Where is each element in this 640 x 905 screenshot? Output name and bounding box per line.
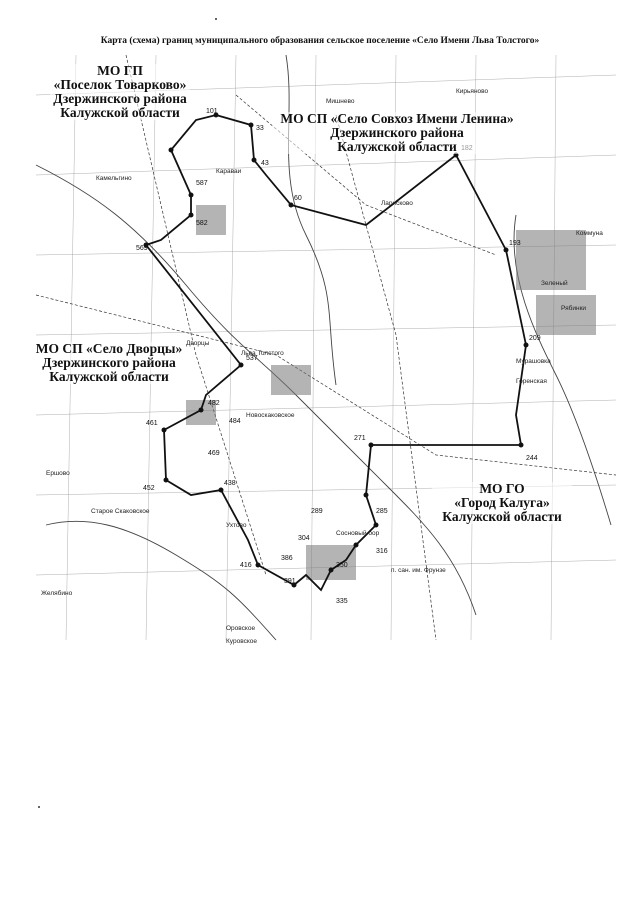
boundary-point [189,193,194,198]
place-name: Зеленый [541,280,568,287]
region-line: МО ГП [97,63,143,78]
boundary-point [169,148,174,153]
place-name: Коммуна [576,230,603,237]
place-name: Дворцы [186,340,210,347]
boundary-point [252,158,257,163]
place-name: Камельгино [96,175,132,182]
region-label-tovarkovo [50,64,190,120]
place-name: Кирьяново [456,88,489,95]
place-name: Оровское [226,625,256,632]
region-line: Калужской области [337,139,457,154]
place-name: Мишнево [326,98,355,105]
place-name: п. сан. им. Фрунзе [391,567,446,574]
place-name: Новоскаковское [246,412,295,419]
place-name: Льва Толстого [241,350,284,357]
point-number: 452 [143,485,155,492]
boundary-point [354,543,359,548]
region-line: Дзержинского района [42,355,176,370]
point-number: 582 [196,220,208,227]
place-name: Старое Скаковское [91,508,150,515]
point-number: 193 [509,240,521,247]
region-line: Дзержинского района [330,125,464,140]
point-number: 304 [298,535,310,542]
point-number: 416 [240,562,252,569]
boundary-point [374,523,379,528]
region-line: МО ГО [479,481,525,496]
point-number: 335 [336,598,348,605]
page-title: Карта (схема) границ муниципального образования сельское поселение «Село Имени Льва Толстого» [100,36,540,46]
point-number: 271 [354,435,366,442]
scan-speck [38,806,40,808]
boundary-point [289,203,294,208]
region-line: МО СП «Село Дворцы» [35,341,183,356]
boundary-point [329,568,334,573]
boundary-point [162,428,167,433]
point-number: 386 [281,555,293,562]
place-name: Куровское [226,638,257,645]
place-name: Ершово [46,470,70,477]
point-number: 461 [146,420,158,427]
region-line: «Поселок Товарково» [53,77,187,92]
boundary-point [256,563,261,568]
point-number: 569 [136,245,148,252]
region-line: «Город Калуга» [454,495,550,510]
point-number: 537 [246,355,258,362]
boundary-point [524,343,529,348]
boundary-point [364,493,369,498]
point-number: 285 [376,508,388,515]
place-name: Караваи [216,168,242,175]
region-label-dvortsy [34,342,184,384]
region-line: Калужской области [442,509,562,524]
place-name: Мурашовка [516,358,551,365]
region-label-sovkhoz-lenina [272,112,522,154]
point-number: 391 [284,578,296,585]
region-line: МО СП «Село Совхоз Имени Ленина» [280,111,514,126]
boundary-point [519,443,524,448]
place-name: Рябинки [561,305,587,312]
point-number: 60 [294,195,302,202]
boundary-point [504,248,509,253]
place-name: Горенская [516,378,547,385]
region-line: Дзержинского района [53,91,187,106]
point-number: 43 [261,160,269,167]
place-name: Желябино [41,590,73,597]
boundary-point [239,363,244,368]
point-number: 438 [224,480,236,487]
boundary-point [249,123,254,128]
point-number: 289 [311,508,323,515]
place-name: Ухтово [226,522,247,529]
boundary-point [164,478,169,483]
point-number: 101 [206,108,218,115]
point-number: 33 [256,125,264,132]
point-number: 469 [208,450,220,457]
point-number: 484 [229,418,241,425]
boundary-point [219,488,224,493]
point-number: 244 [526,455,538,462]
boundary-point [199,408,204,413]
place-name: Сосновый бор [336,530,380,537]
boundary-point [189,213,194,218]
point-number: 587 [196,180,208,187]
point-number: 482 [208,400,220,407]
point-number: 209 [529,335,541,342]
region-line: Калужской области [60,105,180,120]
place-name: Ларисково [381,200,413,207]
region-line: Калужской области [49,369,169,384]
point-number: 350 [336,562,348,569]
point-number: 316 [376,548,388,555]
boundary-point [369,443,374,448]
region-label-kaluga [432,482,572,524]
scan-speck [215,18,217,20]
